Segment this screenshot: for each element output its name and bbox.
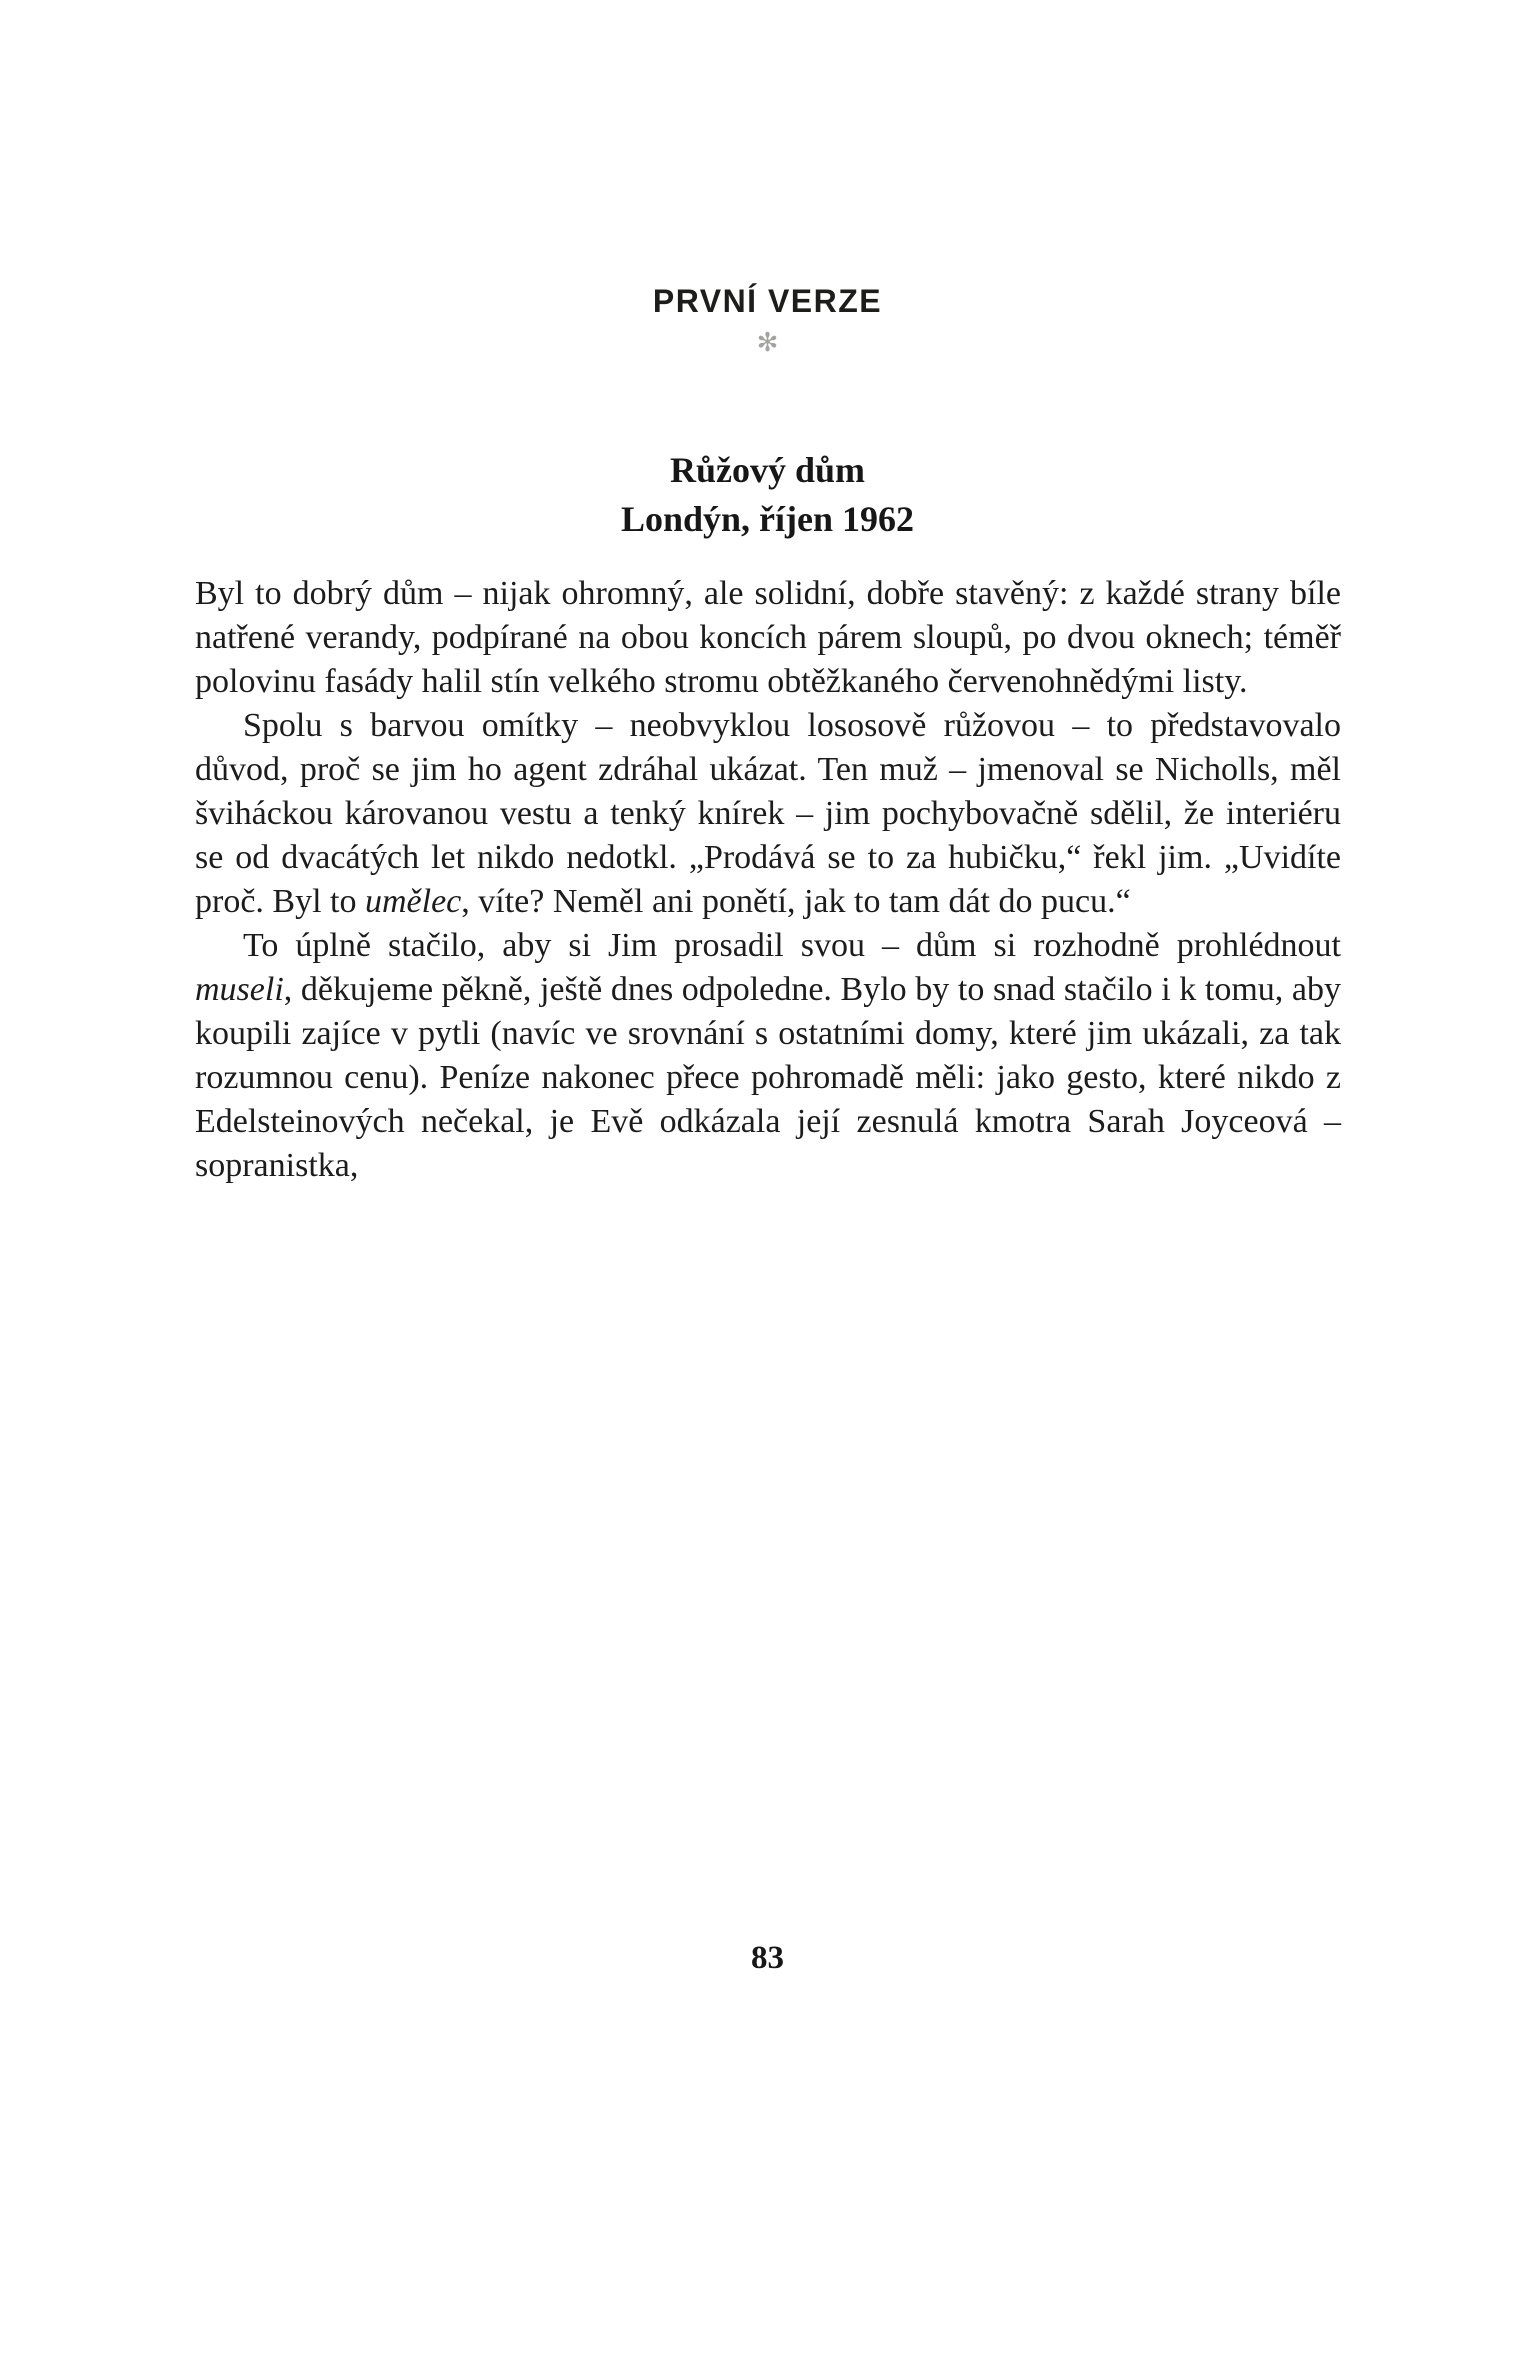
asterisk-ornament-icon: ✻ <box>756 328 779 358</box>
text-run: To úplně stačilo, aby si Jim prosadil svou – dům si rozhodně prohlédnout <box>243 927 1341 964</box>
chapter-heading <box>0 446 1535 544</box>
italic-text-run: museli <box>195 971 284 1008</box>
paragraph <box>195 704 1341 924</box>
text-run: , děkujeme pěkně, ještě dnes odpoledne. Bylo by to snad stačilo i k tomu, aby koupili zajíce v pytli (navíc ve srovnání s ostatními domy, které jim ukázali, za tak rozumnou cenu). Peníze nakonec přece pohromadě měli: jako gesto, které nikdo z Edelsteinových nečekal, je Evě odkázala její zesnulá kmotra Sarah Joyceová – sopranistka, <box>195 971 1341 1184</box>
body-text <box>195 572 1341 1188</box>
text-run: Spolu s barvou omítky – neobvyklou lososově růžovou – to představovalo důvod, proč se jim ho agent zdráhal ukázat. Ten muž – jmenoval se Nicholls, měl šviháckou károvanou vestu a tenký knírek – jim pochybovačně sdělil, že interiéru se od dvacátých let nikdo nedotkl. „Prodává se to za hubičku,“ řekl jim. „Uvidíte proč. Byl to <box>195 707 1341 920</box>
section-header <box>0 283 1535 356</box>
chapter-title: Růžový dům <box>669 450 866 490</box>
paragraph <box>195 924 1341 1188</box>
text-run: Byl to dobrý dům – nijak ohromný, ale solidní, dobře stavěný: z každé strany bíle natřené verandy, podpírané na obou koncích párem sloupů, po dvou oknech; téměř polovinu fasády halil stín velkého stromu obtěžkaného červenohnědými listy. <box>195 575 1341 700</box>
italic-text-run: umělec <box>364 883 462 920</box>
text-run: , víte? Neměl ani ponětí, jak to tam dát do pucu.“ <box>461 883 1131 920</box>
section-title: PRVNÍ VERZE <box>652 283 883 319</box>
page-number: 83 <box>751 1940 784 1976</box>
page-footer <box>0 1940 1535 1977</box>
chapter-subtitle: Londýn, říjen 1962 <box>620 499 915 539</box>
paragraph <box>195 572 1341 704</box>
